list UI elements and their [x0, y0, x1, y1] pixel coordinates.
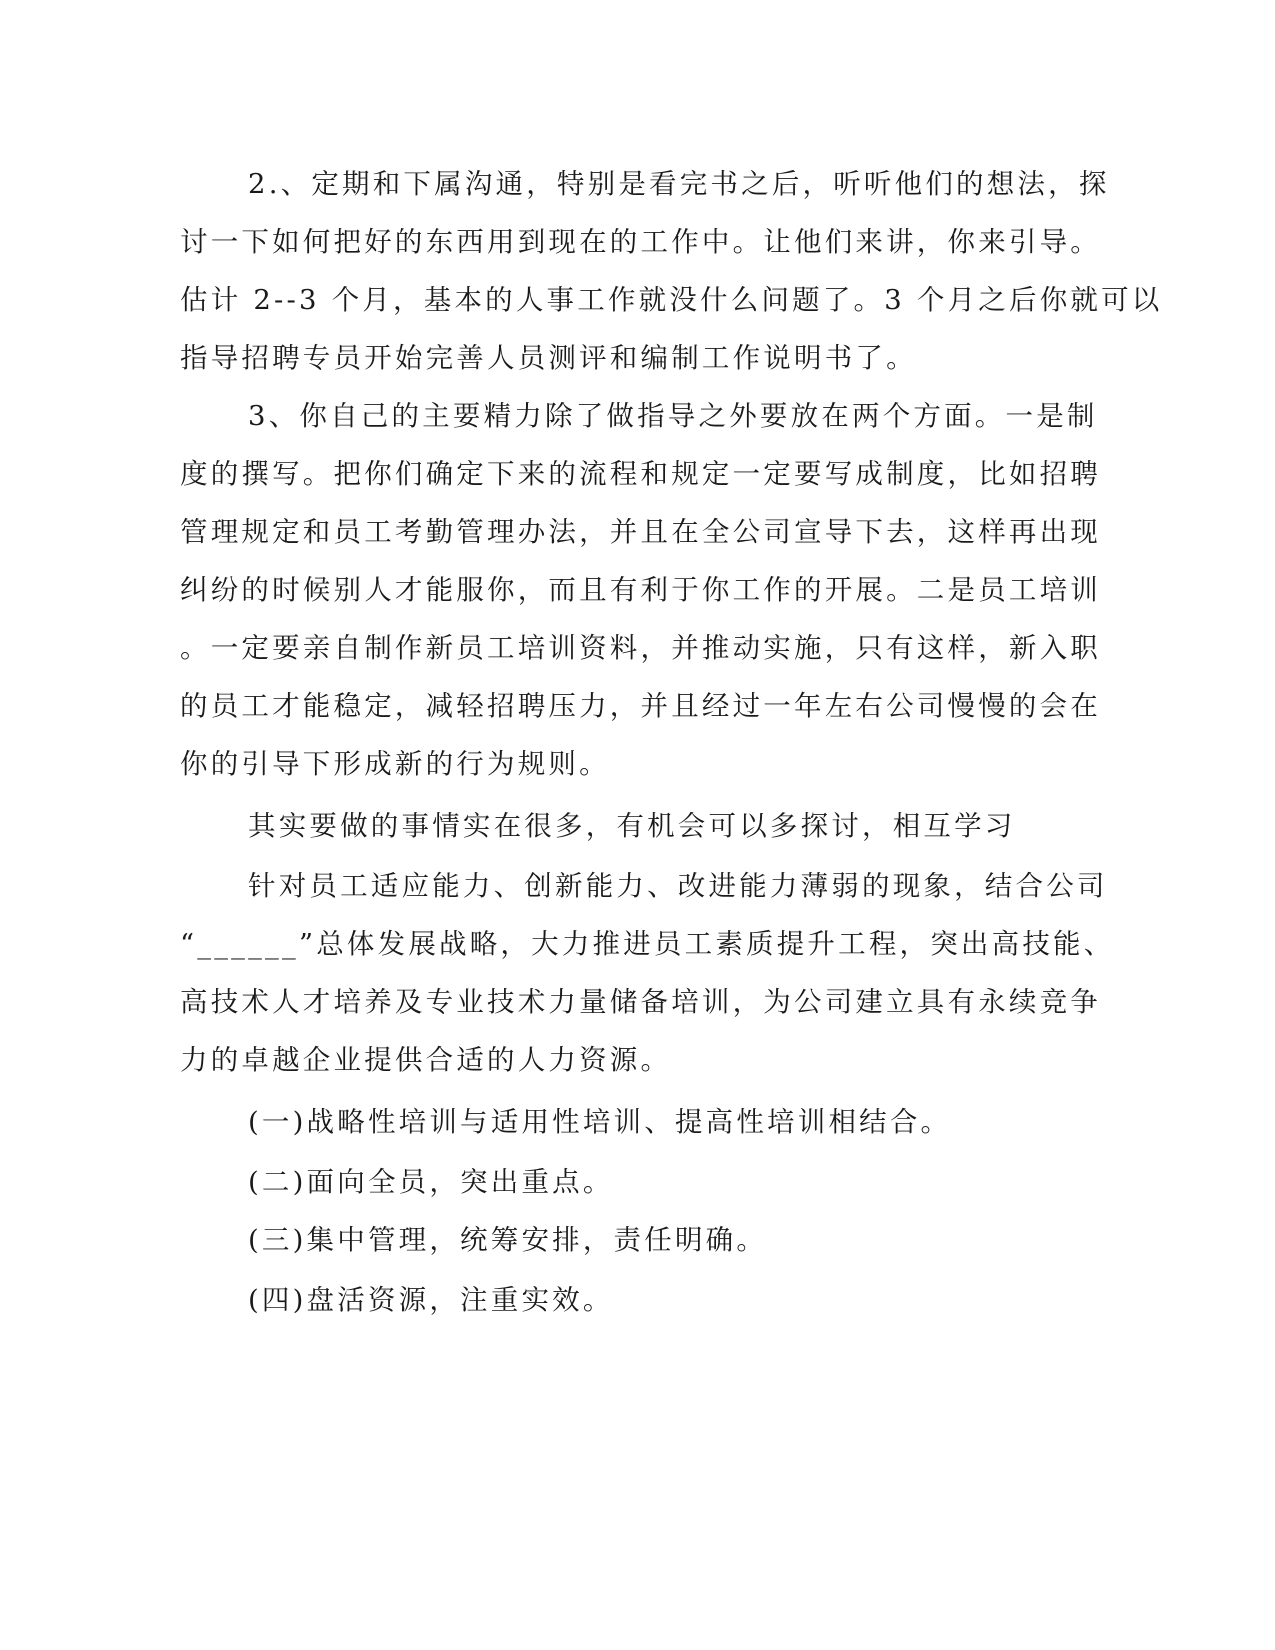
paragraph-line: 高技术人才培养及专业技术力量储备培训，为公司建立具有永续竞争: [180, 986, 1101, 1018]
paragraph-line: 其实要做的事情实在很多，有机会可以多探讨，相互学习: [248, 810, 1016, 842]
paragraph-line: 度的撰写。把你们确定下来的流程和规定一定要写成制度，比如招聘: [180, 458, 1101, 490]
paragraph-line: 纠纷的时候别人才能服你，而且有利于你工作的开展。二是员工培训: [180, 574, 1101, 606]
paragraph-line: 3、你自己的主要精力除了做指导之外要放在两个方面。一是制: [248, 400, 1098, 432]
list-item: (三)集中管理，统筹安排，责任明确。: [248, 1224, 768, 1256]
paragraph-line: 讨一下如何把好的东西用到现在的工作中。让他们来讲，你来引导。: [180, 226, 1101, 258]
paragraph-line: 力的卓越企业提供合适的人力资源。: [180, 1044, 672, 1076]
paragraph-line: 2.、定期和下属沟通，特别是看完书之后，听听他们的想法，探: [248, 168, 1110, 200]
paragraph-line: 针对员工适应能力、创新能力、改进能力薄弱的现象，结合公司: [248, 870, 1108, 902]
paragraph-line: 指导招聘专员开始完善人员测评和编制工作说明书了。: [180, 342, 917, 374]
paragraph-line: 你的引导下形成新的行为规则。: [180, 748, 610, 780]
paragraph-line: 管理规定和员工考勤管理办法，并且在全公司宣导下去，这样再出现: [180, 516, 1101, 548]
paragraph-line: 。一定要亲自制作新员工培训资料，并推动实施，只有这样，新入职: [180, 632, 1101, 664]
paragraph-line: “______”总体发展战略，大力推进员工素质提升工程，突出高技能、: [180, 928, 1115, 960]
paragraph-line: 估计 2--3 个月，基本的人事工作就没什么问题了。3 个月之后你就可以: [180, 284, 1163, 316]
list-item: (四)盘活资源，注重实效。: [248, 1284, 614, 1316]
list-item: (二)面向全员，突出重点。: [248, 1166, 614, 1198]
paragraph-line: 的员工才能稳定，减轻招聘压力，并且经过一年左右公司慢慢的会在: [180, 690, 1101, 722]
list-item: (一)战略性培训与适用性培训、提高性培训相结合。: [248, 1106, 952, 1138]
